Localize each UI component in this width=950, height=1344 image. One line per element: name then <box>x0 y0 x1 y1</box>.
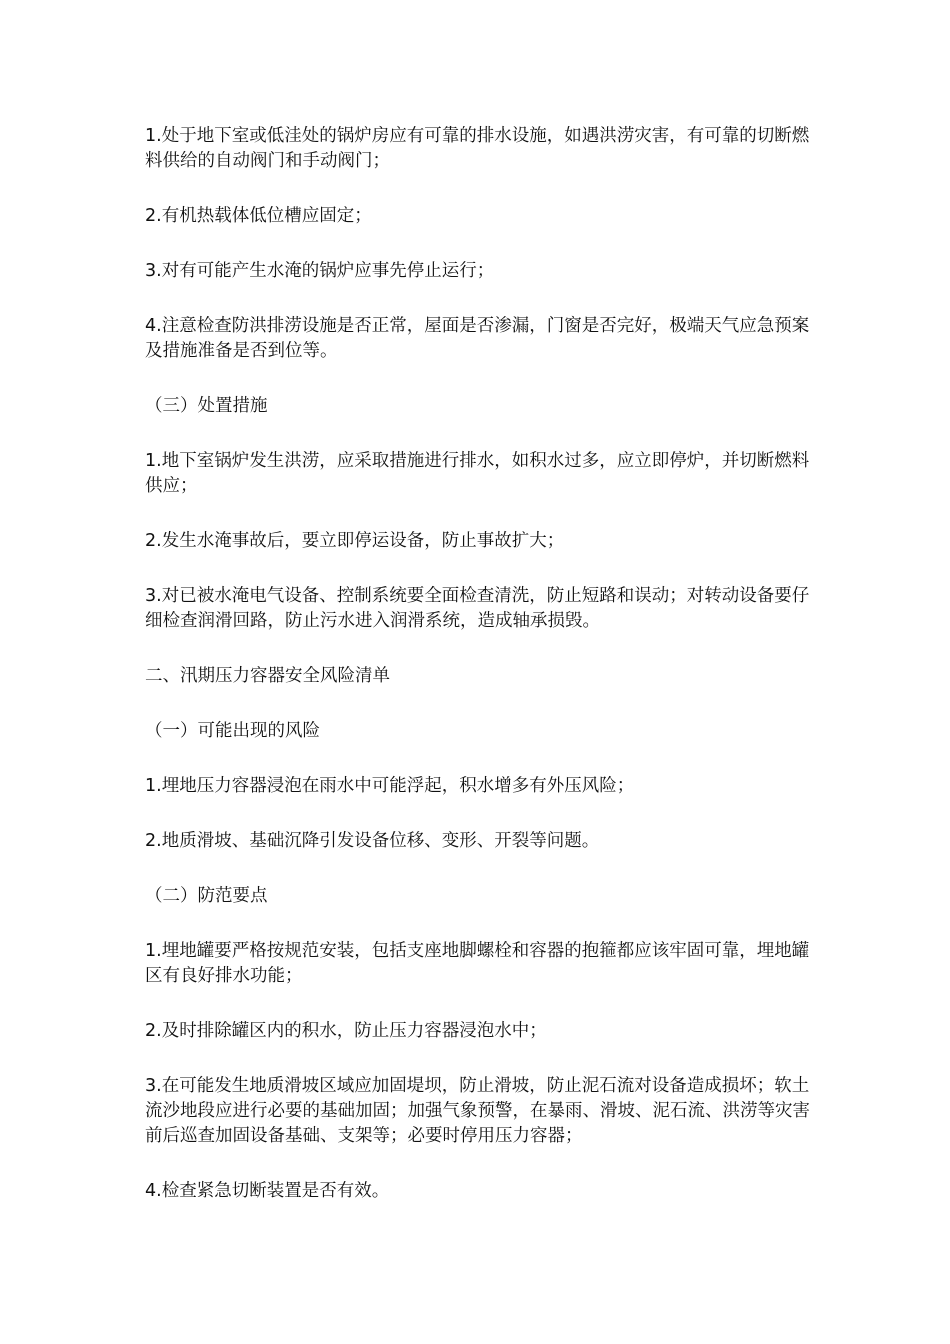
paragraph-check-flood-facilities: 4.注意检查防洪排涝设施是否正常，屋面是否渗漏，门窗是否完好，极端天气应急预案及措施准备是否到位等。 <box>145 316 810 361</box>
paragraph-check-emergency-shutoff: 4.检查紧急切断装置是否有效。 <box>145 1181 390 1201</box>
paragraph-heat-carrier-tank: 2.有机热载体低位槽应固定； <box>145 206 372 226</box>
paragraph-buried-vessel-float: 1.埋地压力容器浸泡在雨水中可能浮起，积水增多有外压风险； <box>145 776 635 796</box>
paragraph-reinforce-embankment: 3.在可能发生地质滑坡区域应加固堤坝，防止滑坡，防止泥石流对设备造成损坏；软土流沙地段应进行必要的基础加固；加强气象预警，在暴雨、滑坡、泥石流、洪涝等灾害前后巡查加固设备基础、支架等；必要时停用压力容器； <box>145 1076 810 1146</box>
section-heading-disposal-measures: （三）处置措施 <box>145 396 268 416</box>
section-heading-prevention-points: （二）防范要点 <box>145 886 268 906</box>
paragraph-landslide-settlement: 2.地质滑坡、基础沉降引发设备位移、变形、开裂等问题。 <box>145 831 600 851</box>
paragraph-stop-equipment: 2.发生水淹事故后，要立即停运设备，防止事故扩大； <box>145 531 565 551</box>
paragraph-basement-flooding: 1.地下室锅炉发生洪涝，应采取措施进行排水，如积水过多，应立即停炉，并切断燃料供应； <box>145 451 810 496</box>
paragraph-inspect-electrical: 3.对已被水淹电气设备、控制系统要全面检查清洗，防止短路和误动；对转动设备要仔细检查润滑回路，防止污水进入润滑系统，造成轴承损毁。 <box>145 586 810 631</box>
paragraph-remove-water: 2.及时排除罐区内的积水，防止压力容器浸泡水中； <box>145 1021 547 1041</box>
paragraph-buried-tank-install: 1.埋地罐要严格按规范安装，包括支座地脚螺栓和容器的抱箍都应该牢固可靠，埋地罐区有良好排水功能； <box>145 941 810 986</box>
paragraph-stop-boiler: 3.对有可能产生水淹的锅炉应事先停止运行； <box>145 261 495 281</box>
document-body <box>145 124 810 1234</box>
section-heading-possible-risks: （一）可能出现的风险 <box>145 721 320 741</box>
paragraph-boiler-drainage: 1.处于地下室或低洼处的锅炉房应有可靠的排水设施，如遇洪涝灾害，有可靠的切断燃料供给的自动阀门和手动阀门； <box>145 126 810 171</box>
chapter-heading-pressure-vessel: 二、汛期压力容器安全风险清单 <box>145 666 390 686</box>
